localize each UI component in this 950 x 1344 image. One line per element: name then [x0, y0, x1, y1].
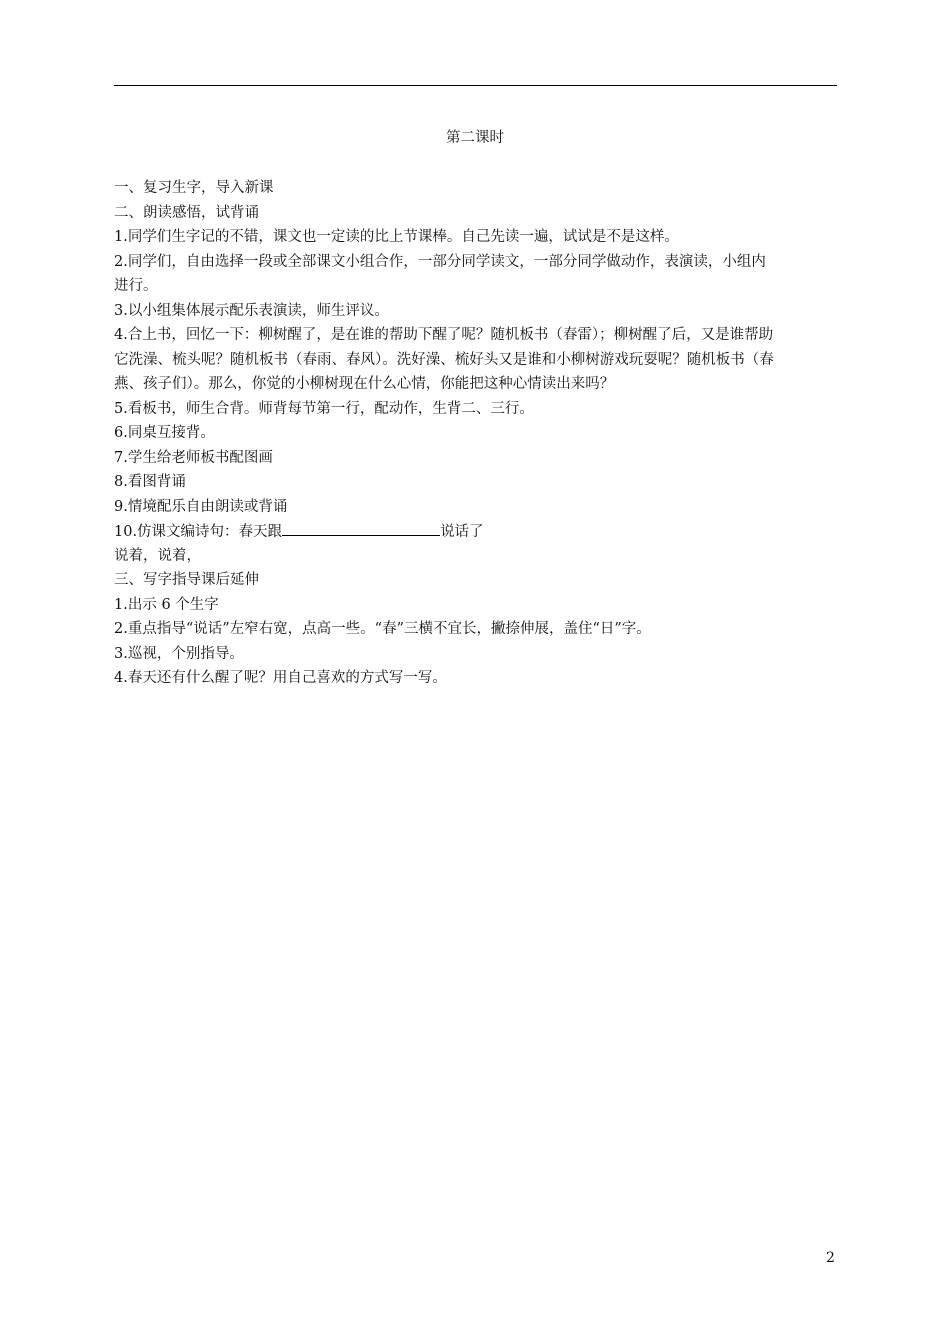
fill-in-line — [114, 519, 842, 544]
header-rule — [114, 85, 837, 86]
fill-in-blank — [282, 519, 440, 536]
lesson-title: 第二课时 — [446, 130, 504, 146]
body-line: 6.同桌互接背。 — [114, 425, 215, 441]
page-number: 2 — [826, 1250, 835, 1266]
body-line: 说着，说着， — [114, 547, 201, 564]
body-line: 2.重点指导“说话”左窄右宽，点高一些。“春”三横不宜长，撇捺伸展，盖住“日”字。 — [114, 621, 651, 637]
body-line: 8.看图背诵 — [114, 474, 186, 490]
body-line: 二、朗读感悟，试背诵 — [114, 204, 259, 221]
lesson-body — [114, 176, 842, 691]
body-line: 燕、孩子们）。那么，你觉的小柳树现在什么心情，你能把这种心情读出来吗？ — [114, 376, 615, 392]
body-line: 9.情境配乐自由朗读或背诵 — [114, 498, 288, 515]
body-line: 3.巡视，个别指导。 — [114, 645, 244, 662]
body-line: 2.同学们，自由选择一段或全部课文小组合作，一部分同学读文，一部分同学做动作，表演读，小组内 — [114, 253, 766, 270]
body-line: 4.春天还有什么醒了呢？用自己喜欢的方式写一写。 — [114, 670, 447, 686]
fill-in-prefix: 10.仿课文编诗句：春天跟 — [114, 524, 283, 540]
body-line: 进行。 — [114, 278, 158, 294]
body-line: 1.同学们生字记的不错，课文也一定读的比上节课棒。自己先读一遍，试试是不是这样。 — [114, 229, 679, 245]
body-line: 它洗澡、梳头呢？随机板书（春雨、春风）。洗好澡、梳好头又是谁和小柳树游戏玩耍呢？随机板书（春 — [114, 351, 774, 368]
fill-in-suffix: 说话了 — [440, 524, 484, 540]
body-line: 三、写字指导课后延伸 — [114, 572, 259, 588]
body-line: 一、复习生字，导入新课 — [114, 180, 274, 196]
body-line: 3.以小组集体展示配乐表演读，师生评议。 — [114, 302, 389, 319]
body-line: 5.看板书，师生合背。师背每节第一行，配动作，生背二、三行。 — [114, 400, 534, 417]
body-line: 7.学生给老师板书配图画 — [114, 449, 273, 466]
body-line: 1.出示 6 个生字 — [114, 596, 219, 613]
body-line: 4.合上书，回忆一下：柳树醒了，是在谁的帮助下醒了呢？随机板书（春雷）；柳树醒了后，又是谁帮助 — [114, 327, 774, 343]
